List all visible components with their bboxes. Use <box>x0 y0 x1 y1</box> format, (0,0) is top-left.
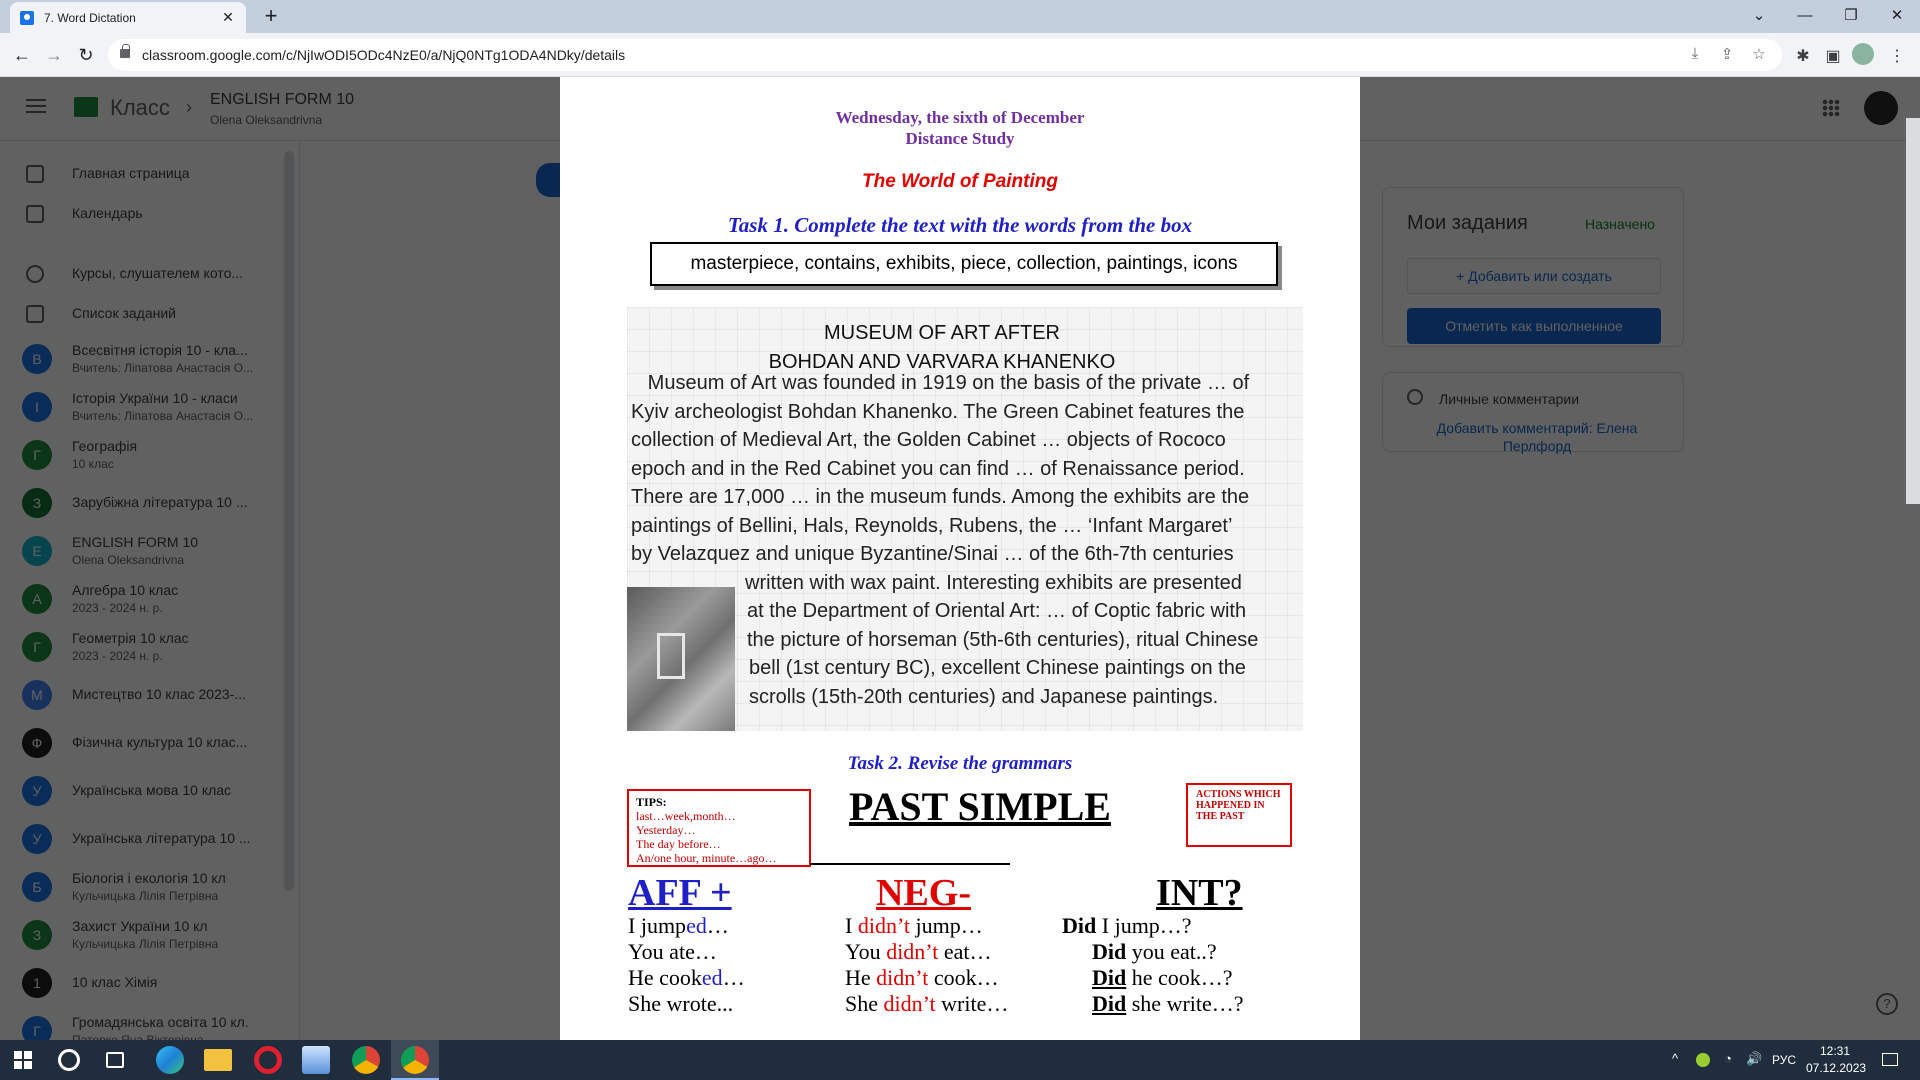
chrome-active-icon[interactable] <box>401 1046 429 1074</box>
tips-box <box>627 789 811 867</box>
close-window-button[interactable]: ✕ <box>1890 7 1904 24</box>
task-view-icon[interactable] <box>106 1052 124 1068</box>
example-line: Did she write…? <box>1092 991 1244 1016</box>
text-line: collection of Medieval Art, the Golden Cabinet … objects of Rococo <box>631 429 1226 451</box>
example-line: She didn’t write… <box>845 991 1009 1016</box>
preview-scrollbar[interactable] <box>1906 118 1920 504</box>
minimize-button[interactable]: — <box>1797 7 1813 24</box>
classroom-favicon-icon <box>20 11 34 25</box>
past-simple-title: PAST SIMPLE <box>849 784 1111 829</box>
text-line: paintings of Bellini, Hals, Reynolds, Rubens, the … ‘Infant Margaret’ <box>631 514 1233 537</box>
back-button[interactable]: ← <box>13 45 31 65</box>
clock-time[interactable]: 12:31 <box>1820 1044 1851 1058</box>
study-mode-line: Distance Study <box>905 129 1015 148</box>
negative-heading: NEG- <box>876 872 971 914</box>
actions-note: ACTIONS WHICH HAPPENED IN THE PAST <box>1186 783 1292 847</box>
date-line: Wednesday, the sixth of December <box>835 108 1085 127</box>
affirmative-examples <box>628 913 745 1017</box>
negative-examples <box>845 913 1008 1017</box>
example-line: Did I jump…? <box>1062 913 1192 938</box>
example-line: I jumped… <box>628 913 729 938</box>
museum-building-photo <box>627 587 735 731</box>
text-line: bell (1st century BC), excellent Chinese paintings on the <box>749 657 1246 679</box>
install-app-icon[interactable]: ⤓ <box>1691 45 1699 62</box>
forward-button[interactable]: → <box>45 45 63 65</box>
text-line: Kyiv archeologist Bohdan Khanenko. The Green Cabinet features the <box>631 400 1245 423</box>
share-icon[interactable]: ⇪ <box>1720 46 1734 63</box>
tab-strip <box>0 0 1920 33</box>
text-line: written with wax paint. Interesting exhibits are presented <box>745 571 1242 594</box>
tips-line: The day before… <box>636 837 721 851</box>
task2-title: Task 2. Revise the grammars <box>847 753 1073 774</box>
doc-date-heading <box>560 107 1360 149</box>
example-line: She wrote... <box>628 991 734 1016</box>
affirmative-heading: AFF + <box>628 872 732 914</box>
text-line: Museum of Art was founded in 1919 on the basis of the private … of <box>631 372 1250 394</box>
text-line: scrolls (15th-20th centuries) and Japanese paintings. <box>749 685 1219 708</box>
file-explorer-icon[interactable] <box>204 1049 232 1071</box>
museum-title-line: MUSEUM OF ART AFTER <box>824 322 1060 344</box>
interrogative-heading: INT? <box>1156 872 1243 914</box>
document-preview <box>560 77 1360 1041</box>
side-panel-icon[interactable]: ▣ <box>1825 48 1841 65</box>
tips-line: An/one hour, minute…ago… <box>636 851 777 865</box>
url-text[interactable]: classroom.google.com/c/NjIwODI5ODc4NzE0/a/NjQ0NTg1ODA4NDky/details <box>142 47 626 63</box>
opera-icon[interactable] <box>254 1046 282 1074</box>
lock-icon[interactable] <box>120 49 130 58</box>
network-icon[interactable]: ◔ <box>1724 1051 1732 1066</box>
text-line: epoch and in the Red Cabinet you can find … of Renaissance period. <box>631 457 1245 480</box>
reload-button[interactable]: ↻ <box>78 45 94 65</box>
example-line: Did he cook…? <box>1092 965 1233 990</box>
volume-icon[interactable]: 🔊 <box>1746 1051 1763 1066</box>
example-line: He cooked… <box>628 965 745 990</box>
browser-menu-icon[interactable]: ⋮ <box>1889 48 1905 65</box>
browser-tab[interactable] <box>10 2 246 33</box>
example-line: Did you eat..? <box>1092 939 1217 964</box>
tab-close-icon[interactable]: ✕ <box>222 9 234 25</box>
tips-line: Yesterday… <box>636 823 696 837</box>
browser-toolbar <box>0 33 1920 77</box>
tips-line: last…week,month… <box>636 809 736 823</box>
search-icon[interactable] <box>58 1049 80 1071</box>
text-line: There are 17,000 … in the museum funds. Among the exhibits are the <box>631 486 1250 508</box>
museum-title-line: BOHDAN AND VARVARA KHANENKO <box>768 351 1116 373</box>
restore-button[interactable]: ❐ <box>1844 7 1858 24</box>
app-icon[interactable] <box>302 1046 330 1074</box>
tray-chevron-icon[interactable]: ^ <box>1672 1051 1679 1066</box>
bookmark-star-icon[interactable]: ☆ <box>1752 46 1766 63</box>
language-indicator[interactable]: РУС <box>1772 1053 1797 1067</box>
tray-app-icon[interactable] <box>1696 1053 1710 1067</box>
divider <box>810 863 1010 865</box>
interrogative-examples <box>1062 913 1244 1017</box>
notifications-icon[interactable] <box>1882 1053 1898 1066</box>
tab-search-dropdown-icon[interactable]: ⌄ <box>1752 7 1766 24</box>
edge-icon[interactable] <box>156 1046 184 1074</box>
example-line: I didn’t jump… <box>845 913 983 938</box>
chrome-icon[interactable] <box>352 1046 380 1074</box>
museum-text-block <box>627 307 1303 731</box>
example-line: You ate… <box>628 939 717 964</box>
example-line: You didn’t eat… <box>845 939 992 964</box>
extensions-icon[interactable]: ✱ <box>1796 48 1810 65</box>
taskbar <box>0 1040 1920 1080</box>
tab-title: 7. Word Dictation <box>44 10 136 25</box>
text-line: by Velazquez and unique Byzantine/Sinai … of the 6th-7th centuries <box>631 543 1234 565</box>
start-menu-icon[interactable] <box>14 1051 32 1069</box>
clock-date[interactable]: 07.12.2023 <box>1806 1061 1867 1075</box>
lesson-subject: The World of Painting <box>862 171 1058 192</box>
text-line: the picture of horseman (5th-6th centuries), ritual Chinese <box>747 628 1259 651</box>
task1-title: Task 1. Complete the text with the words from the box <box>727 213 1193 237</box>
example-line: He didn’t cook… <box>845 965 999 990</box>
word-box: masterpiece, contains, exhibits, piece, collection, paintings, icons <box>650 242 1278 286</box>
tips-heading: TIPS: <box>636 795 667 809</box>
address-bar[interactable] <box>108 39 1782 71</box>
profile-avatar[interactable] <box>1852 43 1874 65</box>
text-line: at the Department of Oriental Art: … of Coptic fabric with <box>747 600 1247 622</box>
new-tab-button[interactable]: + <box>264 3 278 28</box>
